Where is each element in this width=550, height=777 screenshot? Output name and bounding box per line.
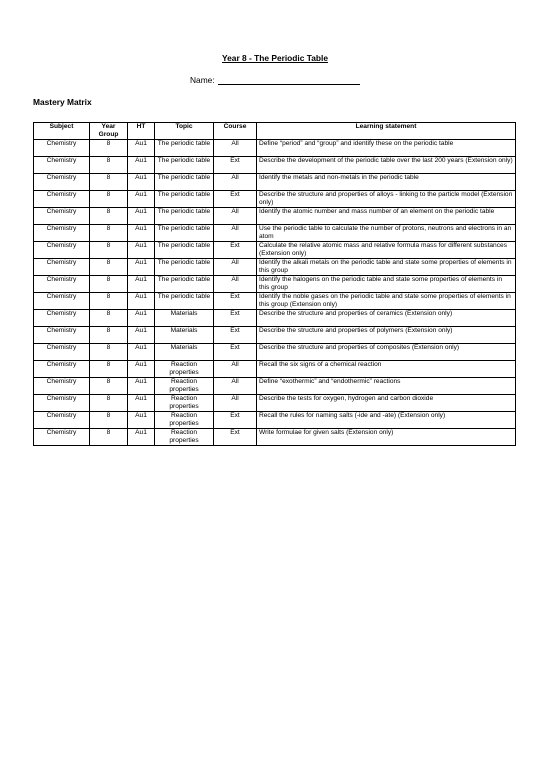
cell-year-group: 8 (90, 174, 128, 191)
table-row (34, 225, 516, 242)
cell-year-group: 8 (90, 378, 128, 395)
table-row (34, 310, 516, 327)
name-label: Name: (190, 75, 215, 85)
cell-learning-statement: Define “exothermic” and “endothermic” reactions (257, 378, 516, 395)
name-field-row (190, 75, 360, 85)
cell-topic: The periodic table (155, 157, 214, 174)
cell-learning-statement: Describe the tests for oxygen, hydrogen and carbon dioxide (257, 395, 516, 412)
cell-subject: Chemistry (34, 310, 90, 327)
cell-subject: Chemistry (34, 191, 90, 208)
cell-course: All (214, 208, 257, 225)
cell-topic: Reaction properties (155, 361, 214, 378)
cell-year-group: 8 (90, 259, 128, 276)
cell-learning-statement: Identify the metals and non-metals in the periodic table (257, 174, 516, 191)
cell-year-group: 8 (90, 140, 128, 157)
cell-course: Ext (214, 157, 257, 174)
cell-learning-statement: Describe the structure and properties of ceramics (Extension only) (257, 310, 516, 327)
cell-learning-statement: Describe the structure and properties of polymers (Extension only) (257, 327, 516, 344)
cell-topic: Materials (155, 327, 214, 344)
cell-subject: Chemistry (34, 276, 90, 293)
cell-learning-statement: Identify the atomic number and mass number of an element on the periodic table (257, 208, 516, 225)
header-course: Course (214, 123, 257, 140)
cell-ht: Au1 (128, 395, 155, 412)
cell-year-group: 8 (90, 191, 128, 208)
cell-course: Ext (214, 191, 257, 208)
cell-year-group: 8 (90, 225, 128, 242)
cell-learning-statement: Calculate the relative atomic mass and relative formula mass for different substances (Extension only) (257, 242, 516, 259)
cell-course: Ext (214, 429, 257, 446)
cell-learning-statement: Define “period” and “group” and identify these on the periodic table (257, 140, 516, 157)
cell-subject: Chemistry (34, 157, 90, 174)
cell-topic: The periodic table (155, 276, 214, 293)
cell-subject: Chemistry (34, 242, 90, 259)
cell-subject: Chemistry (34, 361, 90, 378)
page-title: Year 8 - The Periodic Table (222, 53, 328, 63)
cell-course: Ext (214, 412, 257, 429)
table-row (34, 361, 516, 378)
cell-learning-statement: Write formulae for given salts (Extension only) (257, 429, 516, 446)
cell-course: Ext (214, 242, 257, 259)
cell-ht: Au1 (128, 429, 155, 446)
table-row (34, 429, 516, 446)
cell-ht: Au1 (128, 242, 155, 259)
cell-ht: Au1 (128, 259, 155, 276)
cell-topic: The periodic table (155, 242, 214, 259)
cell-subject: Chemistry (34, 327, 90, 344)
cell-year-group: 8 (90, 429, 128, 446)
table-row (34, 157, 516, 174)
cell-ht: Au1 (128, 310, 155, 327)
cell-subject: Chemistry (34, 429, 90, 446)
cell-year-group: 8 (90, 310, 128, 327)
cell-subject: Chemistry (34, 412, 90, 429)
cell-course: Ext (214, 344, 257, 361)
cell-course: All (214, 259, 257, 276)
cell-subject: Chemistry (34, 259, 90, 276)
cell-ht: Au1 (128, 174, 155, 191)
cell-topic: The periodic table (155, 174, 214, 191)
cell-learning-statement: Describe the structure and properties of composites (Extension only) (257, 344, 516, 361)
cell-course: All (214, 378, 257, 395)
cell-topic: The periodic table (155, 225, 214, 242)
cell-course: All (214, 225, 257, 242)
cell-topic: Reaction properties (155, 395, 214, 412)
cell-learning-statement: Identify the noble gases on the periodic table and state some properties of elements in this group (Extension only) (257, 293, 516, 310)
cell-topic: Reaction properties (155, 429, 214, 446)
cell-topic: The periodic table (155, 140, 214, 157)
cell-course: All (214, 395, 257, 412)
header-year-group: Year Group (90, 123, 128, 140)
header-learning-statement: Learning statement (257, 123, 516, 140)
cell-ht: Au1 (128, 344, 155, 361)
cell-learning-statement: Recall the rules for naming salts (-ide and -ate) (Extension only) (257, 412, 516, 429)
cell-course: Ext (214, 293, 257, 310)
cell-year-group: 8 (90, 293, 128, 310)
cell-course: All (214, 140, 257, 157)
cell-topic: The periodic table (155, 191, 214, 208)
cell-year-group: 8 (90, 208, 128, 225)
table-row (34, 378, 516, 395)
table-row (34, 395, 516, 412)
cell-course: All (214, 174, 257, 191)
table-row (34, 242, 516, 259)
table-body (34, 140, 516, 446)
cell-subject: Chemistry (34, 378, 90, 395)
cell-topic: Materials (155, 344, 214, 361)
mastery-matrix-table (33, 122, 516, 446)
cell-learning-statement: Identify the halogens on the periodic table and state some properties of elements in this group (257, 276, 516, 293)
cell-course: All (214, 276, 257, 293)
cell-subject: Chemistry (34, 140, 90, 157)
cell-subject: Chemistry (34, 293, 90, 310)
cell-ht: Au1 (128, 293, 155, 310)
table-row (34, 276, 516, 293)
cell-ht: Au1 (128, 157, 155, 174)
header-topic: Topic (155, 123, 214, 140)
table-row (34, 174, 516, 191)
section-heading: Mastery Matrix (33, 97, 92, 107)
cell-year-group: 8 (90, 412, 128, 429)
cell-year-group: 8 (90, 157, 128, 174)
header-ht: HT (128, 123, 155, 140)
cell-ht: Au1 (128, 327, 155, 344)
cell-course: Ext (214, 310, 257, 327)
cell-topic: The periodic table (155, 259, 214, 276)
cell-ht: Au1 (128, 140, 155, 157)
table-row (34, 208, 516, 225)
cell-topic: Reaction properties (155, 412, 214, 429)
cell-subject: Chemistry (34, 174, 90, 191)
table-row (34, 259, 516, 276)
cell-subject: Chemistry (34, 344, 90, 361)
table-row (34, 344, 516, 361)
cell-ht: Au1 (128, 412, 155, 429)
cell-subject: Chemistry (34, 395, 90, 412)
table-row (34, 191, 516, 208)
table-row (34, 327, 516, 344)
cell-ht: Au1 (128, 225, 155, 242)
table-row (34, 412, 516, 429)
cell-ht: Au1 (128, 378, 155, 395)
cell-course: All (214, 361, 257, 378)
cell-ht: Au1 (128, 191, 155, 208)
cell-learning-statement: Identify the alkali metals on the periodic table and state some properties of elements in this group (257, 259, 516, 276)
cell-course: Ext (214, 327, 257, 344)
cell-learning-statement: Recall the six signs of a chemical reaction (257, 361, 516, 378)
table-header-row (34, 123, 516, 140)
cell-year-group: 8 (90, 242, 128, 259)
cell-topic: Reaction properties (155, 378, 214, 395)
cell-subject: Chemistry (34, 225, 90, 242)
table-row (34, 293, 516, 310)
cell-learning-statement: Use the periodic table to calculate the number of protons, neutrons and electrons in an atom (257, 225, 516, 242)
cell-ht: Au1 (128, 361, 155, 378)
cell-year-group: 8 (90, 344, 128, 361)
cell-topic: The periodic table (155, 293, 214, 310)
cell-topic: Materials (155, 310, 214, 327)
cell-topic: The periodic table (155, 208, 214, 225)
cell-ht: Au1 (128, 208, 155, 225)
name-blank-line (218, 76, 360, 85)
cell-year-group: 8 (90, 276, 128, 293)
cell-subject: Chemistry (34, 208, 90, 225)
table-row (34, 140, 516, 157)
cell-year-group: 8 (90, 361, 128, 378)
cell-learning-statement: Describe the structure and properties of alloys - linking to the particle model (Extension only) (257, 191, 516, 208)
cell-ht: Au1 (128, 276, 155, 293)
header-subject: Subject (34, 123, 90, 140)
cell-year-group: 8 (90, 327, 128, 344)
cell-year-group: 8 (90, 395, 128, 412)
cell-learning-statement: Describe the development of the periodic table over the last 200 years (Extension only) (257, 157, 516, 174)
